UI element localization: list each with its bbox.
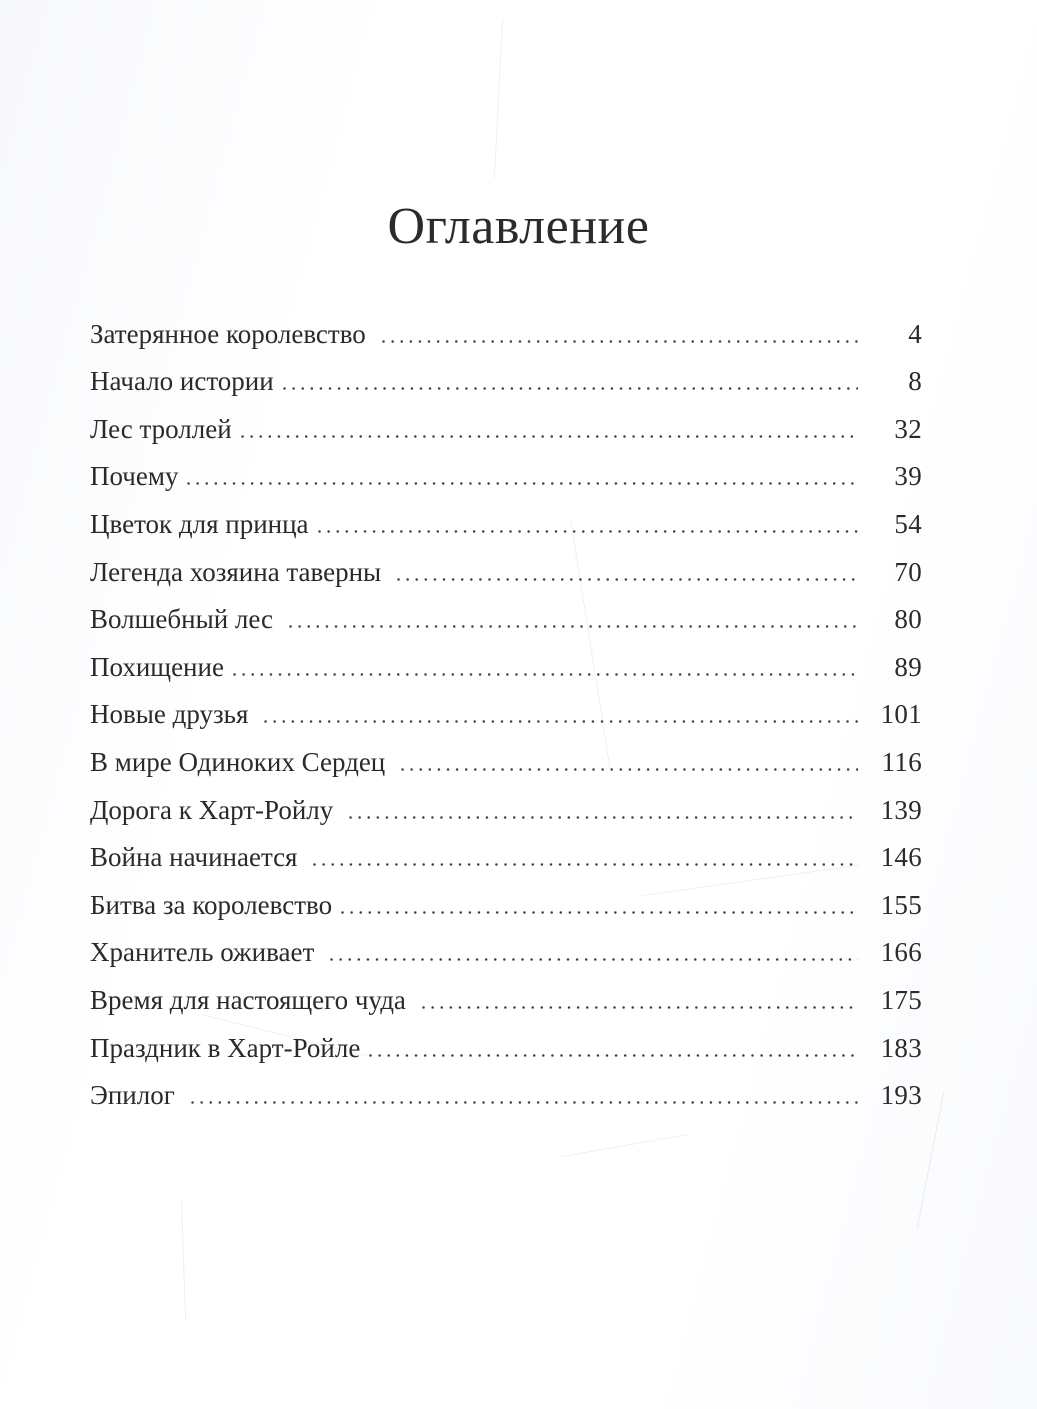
toc-entry[interactable] <box>90 589 922 637</box>
toc-entry-page-number: 8 <box>908 366 922 397</box>
toc-list <box>90 303 922 1112</box>
toc-entry-title: Новые друзья <box>90 699 249 730</box>
toc-dot-leader <box>394 562 858 584</box>
toc-entry-title: Почему <box>90 461 179 492</box>
toc-dot-leader <box>238 419 858 441</box>
toc-entry-title: Время для настоящего чуда <box>90 984 406 1015</box>
toc-entry-page-number: 183 <box>880 1032 922 1063</box>
toc-entry[interactable] <box>90 779 922 827</box>
toc-entry[interactable] <box>90 303 922 351</box>
toc-dot-leader <box>286 609 858 631</box>
toc-entry[interactable] <box>90 827 922 875</box>
toc-entry-page-number: 54 <box>894 508 922 539</box>
toc-entry-page-number: 89 <box>894 651 922 682</box>
toc-dot-leader <box>366 1038 858 1060</box>
toc-entry-page-number: 101 <box>880 699 922 730</box>
toc-entry-title: Хранитель оживает <box>90 937 315 968</box>
toc-entry-title: Волшебный лес <box>90 604 274 635</box>
toc-entry-title: Эпилог <box>90 1080 175 1111</box>
toc-dot-leader <box>188 1085 858 1107</box>
toc-entry[interactable] <box>90 636 922 684</box>
toc-entry-page-number: 139 <box>880 794 922 825</box>
toc-entry[interactable] <box>90 969 922 1017</box>
toc-entry-page-number: 4 <box>908 318 922 349</box>
toc-entry-page-number: 146 <box>880 842 922 873</box>
toc-entry[interactable] <box>90 874 922 922</box>
toc-entry-page-number: 166 <box>880 937 922 968</box>
toc-dot-leader <box>261 704 858 726</box>
toc-entry-title: В мире Одиноких Сердец <box>90 746 386 777</box>
toc-entry-title: Начало истории <box>90 366 274 397</box>
toc-entry[interactable] <box>90 351 922 399</box>
toc-entry-page-number: 32 <box>894 413 922 444</box>
toc-entry-title: Лес троллей <box>90 413 232 444</box>
toc-entry-title: Легенда хозяина таверны <box>90 556 382 587</box>
toc-entry[interactable] <box>90 398 922 446</box>
toc-dot-leader <box>184 466 858 488</box>
toc-entry[interactable] <box>90 731 922 779</box>
toc-entry[interactable] <box>90 493 922 541</box>
toc-entry-page-number: 116 <box>881 746 922 777</box>
toc-dot-leader <box>327 942 858 964</box>
toc-dot-leader <box>315 514 858 536</box>
toc-entry[interactable] <box>90 684 922 732</box>
toc-entry-title: Затерянное королевство <box>90 318 366 349</box>
toc-entry-page-number: 155 <box>880 889 922 920</box>
toc-dot-leader <box>379 324 858 346</box>
toc-entry-page-number: 80 <box>894 604 922 635</box>
toc-dot-leader <box>280 371 858 393</box>
toc-entry-page-number: 70 <box>894 556 922 587</box>
toc-dot-leader <box>419 990 858 1012</box>
page-title: Оглавление <box>387 198 650 255</box>
toc-entry[interactable] <box>90 446 922 494</box>
toc-entry[interactable] <box>90 1017 922 1065</box>
toc-dot-leader <box>398 752 858 774</box>
toc-dot-leader <box>346 800 858 822</box>
toc-entry-page-number: 175 <box>880 984 922 1015</box>
toc-entry[interactable] <box>90 541 922 589</box>
toc-entry[interactable] <box>90 1065 922 1113</box>
toc-entry-page-number: 193 <box>880 1080 922 1111</box>
toc-entry-title: Дорога к Харт-Ройлу <box>90 794 334 825</box>
toc-entry-page-number: 39 <box>894 461 922 492</box>
toc-entry-title: Война начинается <box>90 842 298 873</box>
toc-entry-title: Битва за королевство <box>90 889 333 920</box>
toc-entry-title: Похищение <box>90 651 224 682</box>
toc-entry-title: Цветок для принца <box>90 508 309 539</box>
toc-entry[interactable] <box>90 922 922 970</box>
toc-dot-leader <box>310 847 858 869</box>
toc-dot-leader <box>338 895 858 917</box>
toc-entry-title: Праздник в Харт-Ройле <box>90 1032 361 1063</box>
toc-dot-leader <box>230 657 858 679</box>
